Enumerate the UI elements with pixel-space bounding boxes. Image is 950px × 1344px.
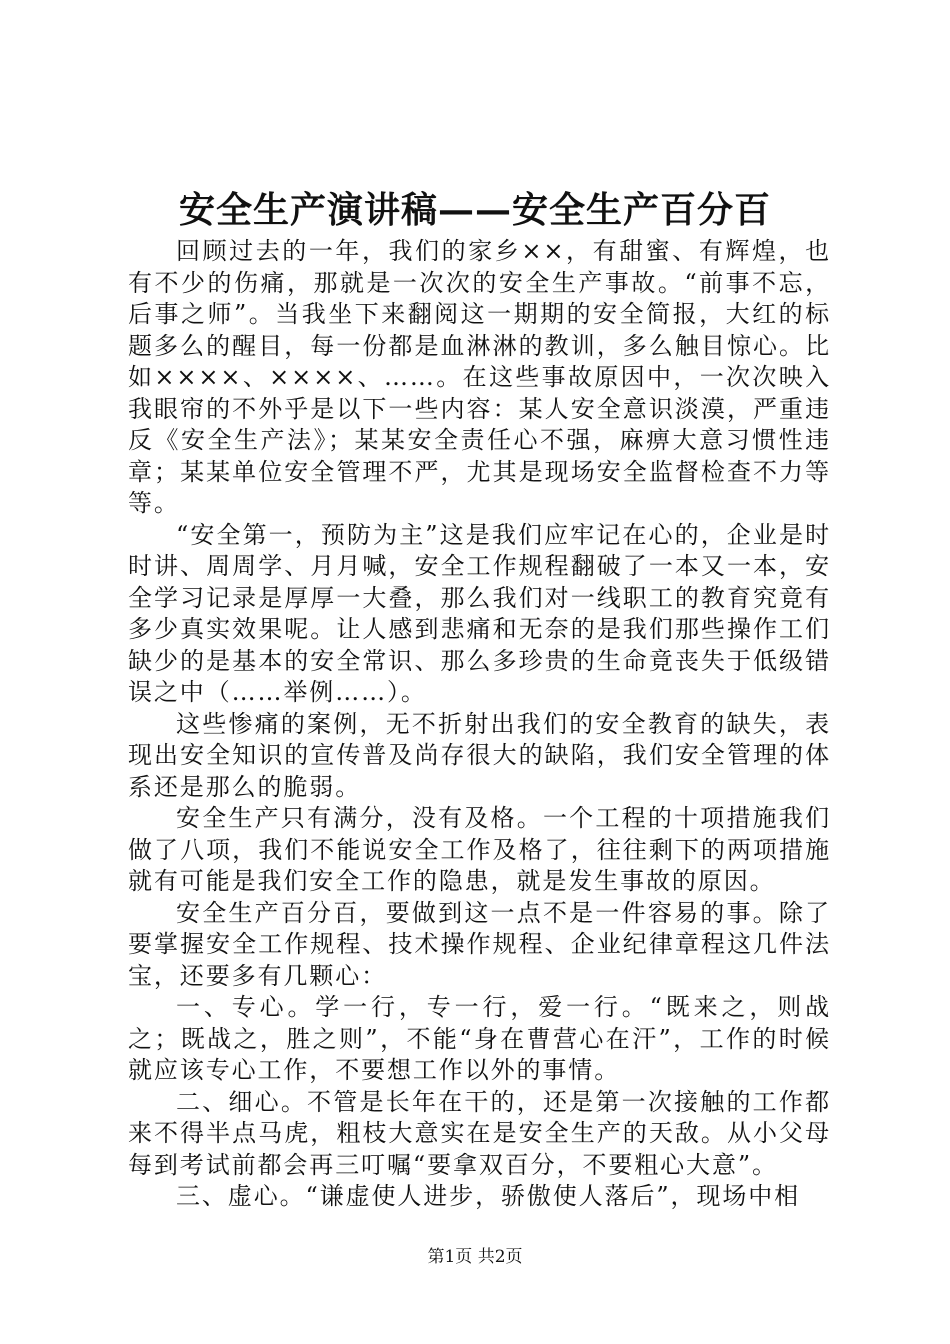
page-footer: 第1页 共2页	[427, 1247, 523, 1267]
paragraph: 安全生产只有满分，没有及格。一个工程的十项措施我们做了八项，我们不能说安全工作及格了，往往剩下的两项措施就有可能是我们安全工作的隐患，就是发生事故的原因。	[128, 804, 831, 895]
document-body	[128, 236, 831, 1213]
paragraph: 一、专心。学一行，专一行，爱一行。“既来之，则战之；既战之，胜之则”，不能“身在曹营心在汗”，工作的时候就应该专心工作，不要想工作以外的事情。	[128, 993, 831, 1084]
paragraph: 回顾过去的一年，我们的家乡××，有甜蜜、有辉煌，也有不少的伤痛，那就是一次次的安全生产事故。“前事不忘，后事之师”。当我坐下来翻阅这一期期的安全简报，大红的标题多么的醒目，每一份都是血淋淋的教训，多么触目惊心。比如××××、××××、……。在这些事故原因中，一次次映入我眼帘的不外乎是以下一些内容：某人安全意识淡漠，严重违反《安全生产法》；某某安全责任心不强，麻痹大意习惯性违章；某某单位安全管理不严，尤其是现场安全监督检查不力等等。	[128, 237, 831, 517]
paragraph: “安全第一，预防为主”这是我们应牢记在心的，企业是时时讲、周周学、月月喊，安全工作规程翻破了一本又一本，安全学习记录是厚厚一大叠，那么我们对一线职工的教育究竟有多少真实效果呢。让人感到悲痛和无奈的是我们那些操作工们缺少的是基本的安全常识、那么多珍贵的生命竟丧失于低级错误之中（……举例……）。	[128, 520, 831, 706]
paragraph: 三、虚心。“谦虚使人进步，骄傲使人落后”，现场中相	[176, 1182, 801, 1210]
paragraph: 安全生产百分百，要做到这一点不是一件容易的事。除了要掌握安全工作规程、技术操作规程、企业纪律章程这几件法宝，还要多有几颗心：	[128, 898, 831, 990]
paragraph: 这些惨痛的案例，无不折射出我们的安全教育的缺失，表现出安全知识的宣传普及尚存很大的缺陷，我们安全管理的体系还是那么的脆弱。	[128, 709, 831, 801]
paragraph: 二、细心。不管是长年在干的，还是第一次接触的工作都来不得半点马虎，粗枝大意实在是安全生产的天敌。从小父母每到考试前都会再三叮嘱“要拿双百分，不要粗心大意”。	[128, 1087, 831, 1179]
document-title: 安全生产演讲稿——安全生产百分百	[178, 189, 771, 231]
